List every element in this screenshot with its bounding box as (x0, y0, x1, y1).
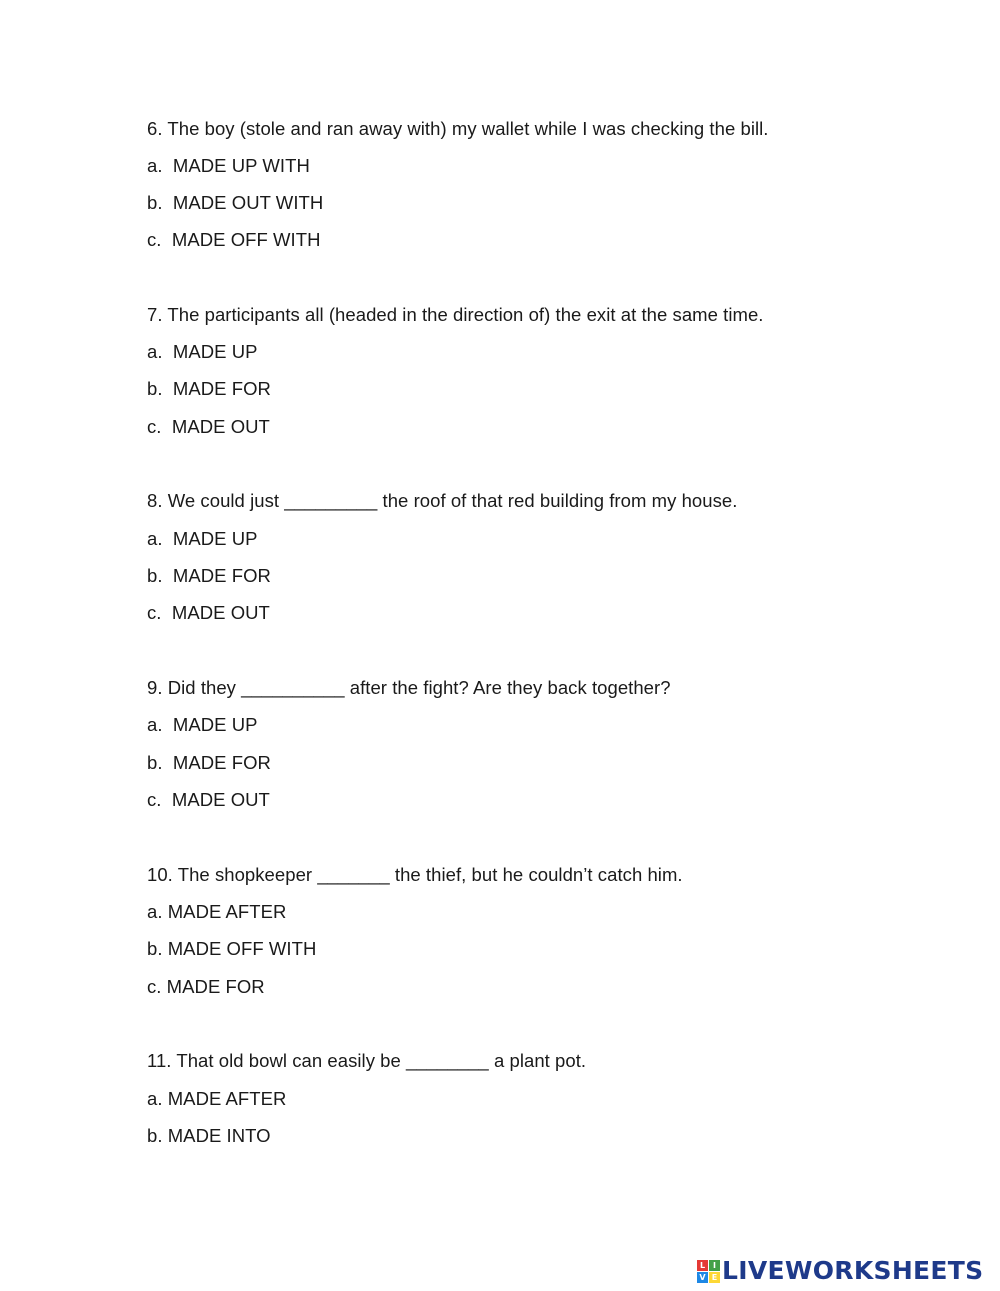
question-9-prompt: 9. Did they __________ after the fight? Are they back together? (147, 677, 671, 698)
question-9-option-c: c. MADE OUT (147, 789, 270, 810)
question-8-option-c: c. MADE OUT (147, 602, 270, 623)
question-7-option-a: a. MADE UP (147, 341, 258, 362)
question-10-option-a: a. MADE AFTER (147, 901, 287, 922)
question-6-option-b: b. MADE OUT WITH (147, 192, 324, 213)
question-8-prompt: 8. We could just _________ the roof of that red building from my house. (147, 490, 738, 511)
logo-icon (697, 1260, 720, 1283)
question-9-option-b: b. MADE FOR (147, 752, 271, 773)
question-7-option-c: c. MADE OUT (147, 416, 270, 437)
question-11-prompt: 11. That old bowl can easily be ________ a plant pot. (147, 1050, 587, 1071)
question-10-option-c: c. MADE FOR (147, 976, 265, 997)
logo-text: LIVEWORKSHEETS (722, 1256, 984, 1285)
question-6-prompt: 6. The boy (stole and ran away with) my wallet while I was checking the bill. (147, 118, 769, 139)
question-11-option-b: b. MADE INTO (147, 1125, 271, 1146)
question-8-option-b: b. MADE FOR (147, 565, 271, 586)
question-6-option-a: a. MADE UP WITH (147, 155, 310, 176)
logo-icon-tile: L (697, 1260, 708, 1271)
question-10-option-b: b. MADE OFF WITH (147, 938, 317, 959)
question-7-prompt: 7. The participants all (headed in the direction of) the exit at the same time. (147, 304, 764, 325)
liveworksheets-logo (697, 1255, 983, 1287)
question-8-option-a: a. MADE UP (147, 528, 258, 549)
question-7-option-b: b. MADE FOR (147, 378, 271, 399)
logo-icon-tile: E (709, 1272, 720, 1283)
question-6-option-c: c. MADE OFF WITH (147, 229, 321, 250)
question-10-prompt: 10. The shopkeeper _______ the thief, but he couldn’t catch him. (147, 864, 683, 885)
logo-icon-tile: V (697, 1272, 708, 1283)
question-9-option-a: a. MADE UP (147, 714, 258, 735)
question-11-option-a: a. MADE AFTER (147, 1088, 287, 1109)
logo-icon-tile: I (709, 1260, 720, 1271)
